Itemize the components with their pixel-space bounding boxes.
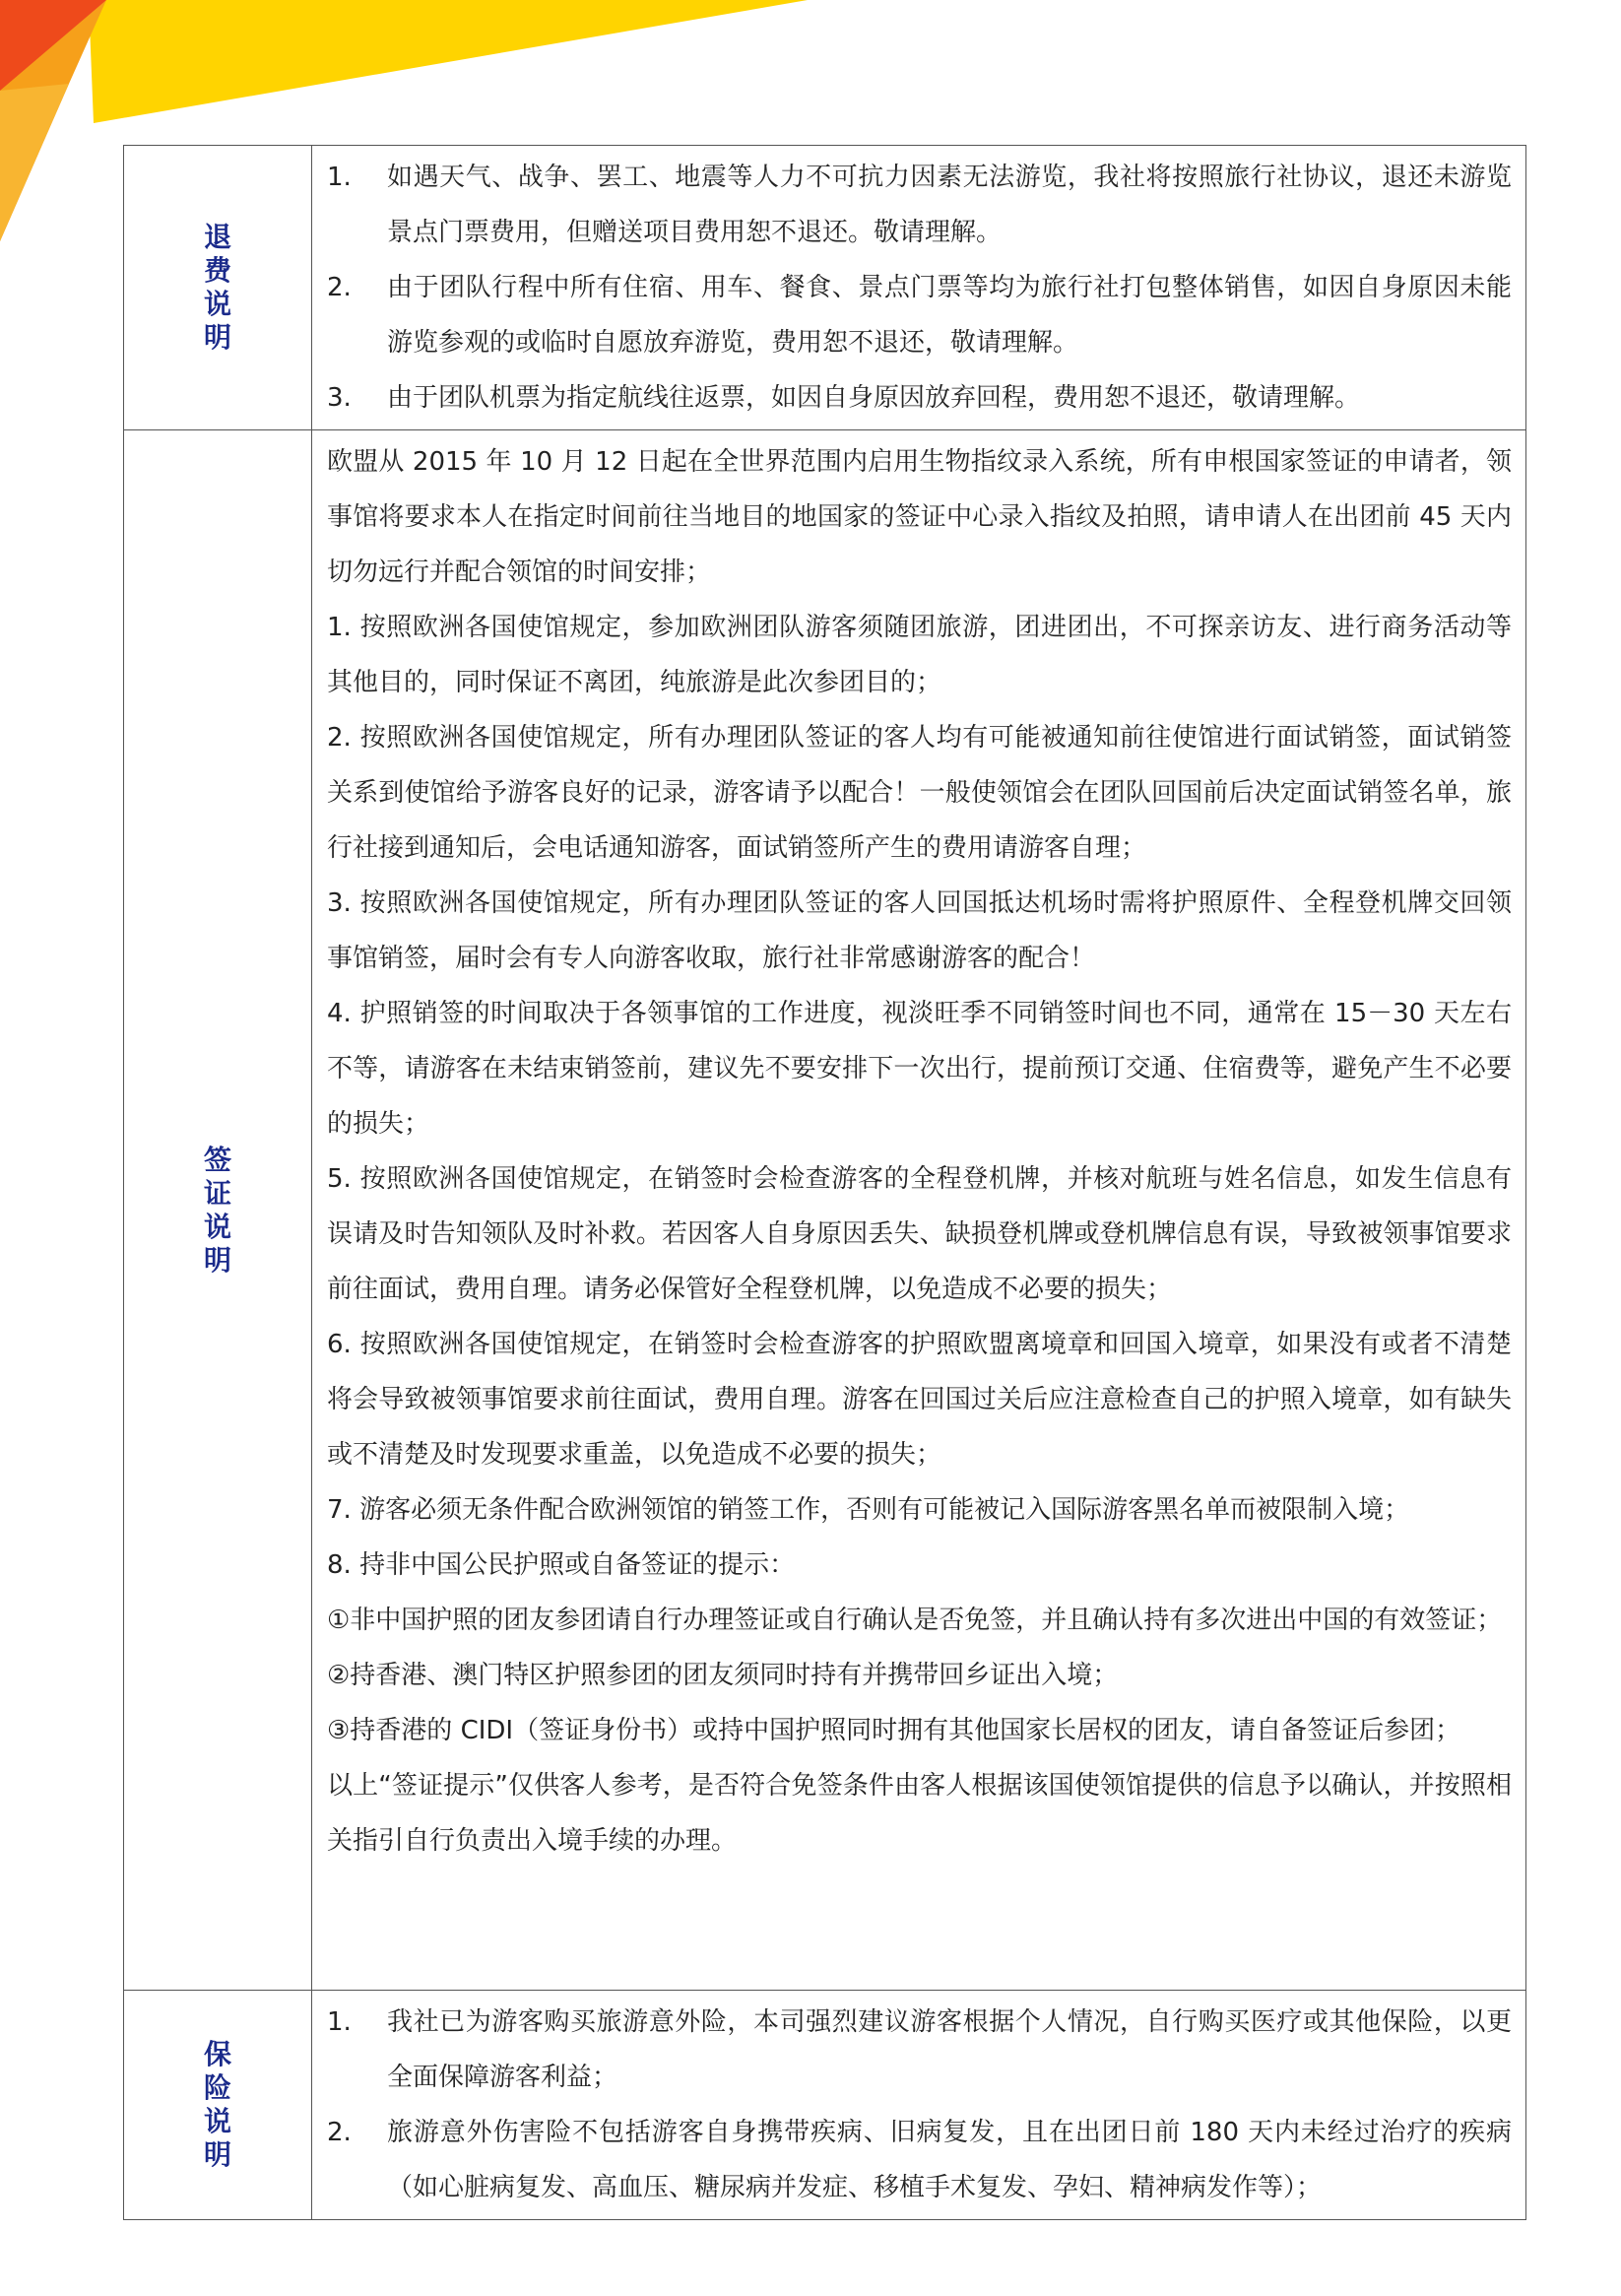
refund-label-cell [124, 146, 312, 430]
visa-label: 签证说明 [203, 1143, 231, 1277]
visa-paragraph: 2. 按照欧洲各国使馆规定，所有办理团队签证的客人均有可能被通知前往使馆进行面试销签，面试销签关系到使馆给予游客良好的记录，游客请予以配合！一般使领馆会在团队回国前后决定面试销签名单，旅行社接到通知后，会电话通知游客，面试销签所产生的费用请游客自理； [327, 723, 1512, 863]
refund-item-text: 由于团队行程中所有住宿、用车、餐食、景点门票等均为旅行社打包整体销售，如因自身原因未能游览参观的或临时自愿放弃游览，费用恕不退还，敬请理解。 [387, 273, 1512, 358]
refund-item-text: 如遇天气、战争、罢工、地震等人力不可抗力因素无法游览，我社将按照旅行社协议，退还未游览景点门票费用，但赠送项目费用恕不退还。敬请理解。 [387, 163, 1512, 247]
insurance-item-number: 2. [327, 2118, 352, 2147]
visa-paragraph: ②持香港、澳门特区护照参团的团友须同时持有并携带回乡证出入境； [327, 1661, 1119, 1690]
refund-item-number: 3. [327, 383, 352, 413]
visa-paragraph: 1. 按照欧洲各国使馆规定，参加欧洲团队游客须随团旅游，团进团出，不可探亲访友、进行商务活动等其他目的，同时保证不离团，纯旅游是此次参团目的； [327, 613, 1512, 697]
visa-paragraph: 4. 护照销签的时间取决于各领事馆的工作进度，视淡旺季不同销签时间也不同，通常在 15－30 天左右不等，请游客在未结束销签前，建议先不要安排下一次出行，提前预订交通、住宿费等，避免产生不必要的损失； [327, 999, 1512, 1139]
yellow-stripe [89, 0, 808, 123]
insurance-item-text: 我社已为游客购买旅游意外险，本司强烈建议游客根据个人情况，自行购买医疗或其他保险，以更全面保障游客利益； [387, 2007, 1512, 2092]
visa-label-cell [124, 430, 312, 1991]
insurance-item-text: 旅游意外伤害险不包括游客自身携带疾病、旧病复发，且在出团日前 180 天内未经过治疗的疾病（如心脏病复发、高血压、糖尿病并发症、移植手术复发、孕妇、精神病发作等）； [387, 2118, 1512, 2202]
insurance-label-cell [124, 1991, 312, 2220]
refund-label: 退费说明 [203, 221, 231, 354]
refund-row [124, 146, 1526, 430]
light-orange-shape [0, 84, 69, 241]
visa-paragraph: 3. 按照欧洲各国使馆规定，所有办理团队签证的客人回国抵达机场时需将护照原件、全程登机牌交回领事馆销签，届时会有专人向游客收取，旅行社非常感谢游客的配合！ [327, 888, 1512, 973]
visa-content [312, 430, 1526, 1991]
visa-paragraph: 以上“签证提示”仅供客人参考，是否符合免签条件由客人根据该国使领馆提供的信息予以确认，并按照相关指引自行负责出入境手续的办理。 [327, 1771, 1512, 1856]
visa-paragraph: 7. 游客必须无条件配合欧洲领馆的销签工作，否则有可能被记入国际游客黑名单而被限制入境； [327, 1495, 1410, 1525]
visa-paragraph: 欧盟从 2015 年 10 月 12 日起在全世界范围内启用生物指纹录入系统，所有申根国家签证的申请者，领事馆将要求本人在指定时间前往当地目的地国家的签证中心录入指纹及拍照，请申请人在出团前 45 天内切勿远行并配合领馆的时间安排； [327, 447, 1512, 587]
insurance-item [327, 1995, 1512, 2105]
refund-item [327, 370, 1512, 426]
visa-row [124, 430, 1526, 1991]
info-table [123, 145, 1526, 2220]
visa-paragraph: 8. 持非中国公民护照或自备签证的提示： [327, 1550, 796, 1580]
insurance-item-number: 1. [327, 2007, 352, 2037]
refund-item [327, 260, 1512, 370]
visa-paragraph: ③持香港的 CIDI（签证身份书）或持中国护照同时拥有其他国家长居权的团友，请自备签证后参团； [327, 1716, 1461, 1745]
refund-item-text: 由于团队机票为指定航线往返票，如因自身原因放弃回程，费用恕不退还，敬请理解。 [387, 383, 1361, 413]
insurance-content [312, 1991, 1526, 2220]
insurance-item [327, 2105, 1512, 2215]
refund-item-number: 2. [327, 273, 352, 302]
refund-content [312, 146, 1526, 430]
refund-item [327, 150, 1512, 260]
visa-paragraph: 6. 按照欧洲各国使馆规定，在销签时会检查游客的护照欧盟离境章和回国入境章，如果没有或者不清楚将会导致被领事馆要求前往面试，费用自理。游客在回国过关后应注意检查自己的护照入境章，如有缺失或不清楚及时发现要求重盖，以免造成不必要的损失； [327, 1330, 1512, 1470]
refund-item-number: 1. [327, 163, 352, 192]
visa-paragraph: 5. 按照欧洲各国使馆规定，在销签时会检查游客的全程登机牌，并核对航班与姓名信息，如发生信息有误请及时告知领队及时补救。若因客人自身原因丢失、缺损登机牌或登机牌信息有误，导致被领事馆要求前往面试，费用自理。请务必保管好全程登机牌，以免造成不必要的损失； [327, 1164, 1512, 1304]
insurance-label: 保险说明 [203, 2038, 231, 2171]
insurance-row [124, 1991, 1526, 2220]
visa-paragraph: ①非中国护照的团友参团请自行办理签证或自行确认是否免签，并且确认持有多次进出中国的有效签证； [327, 1606, 1503, 1635]
